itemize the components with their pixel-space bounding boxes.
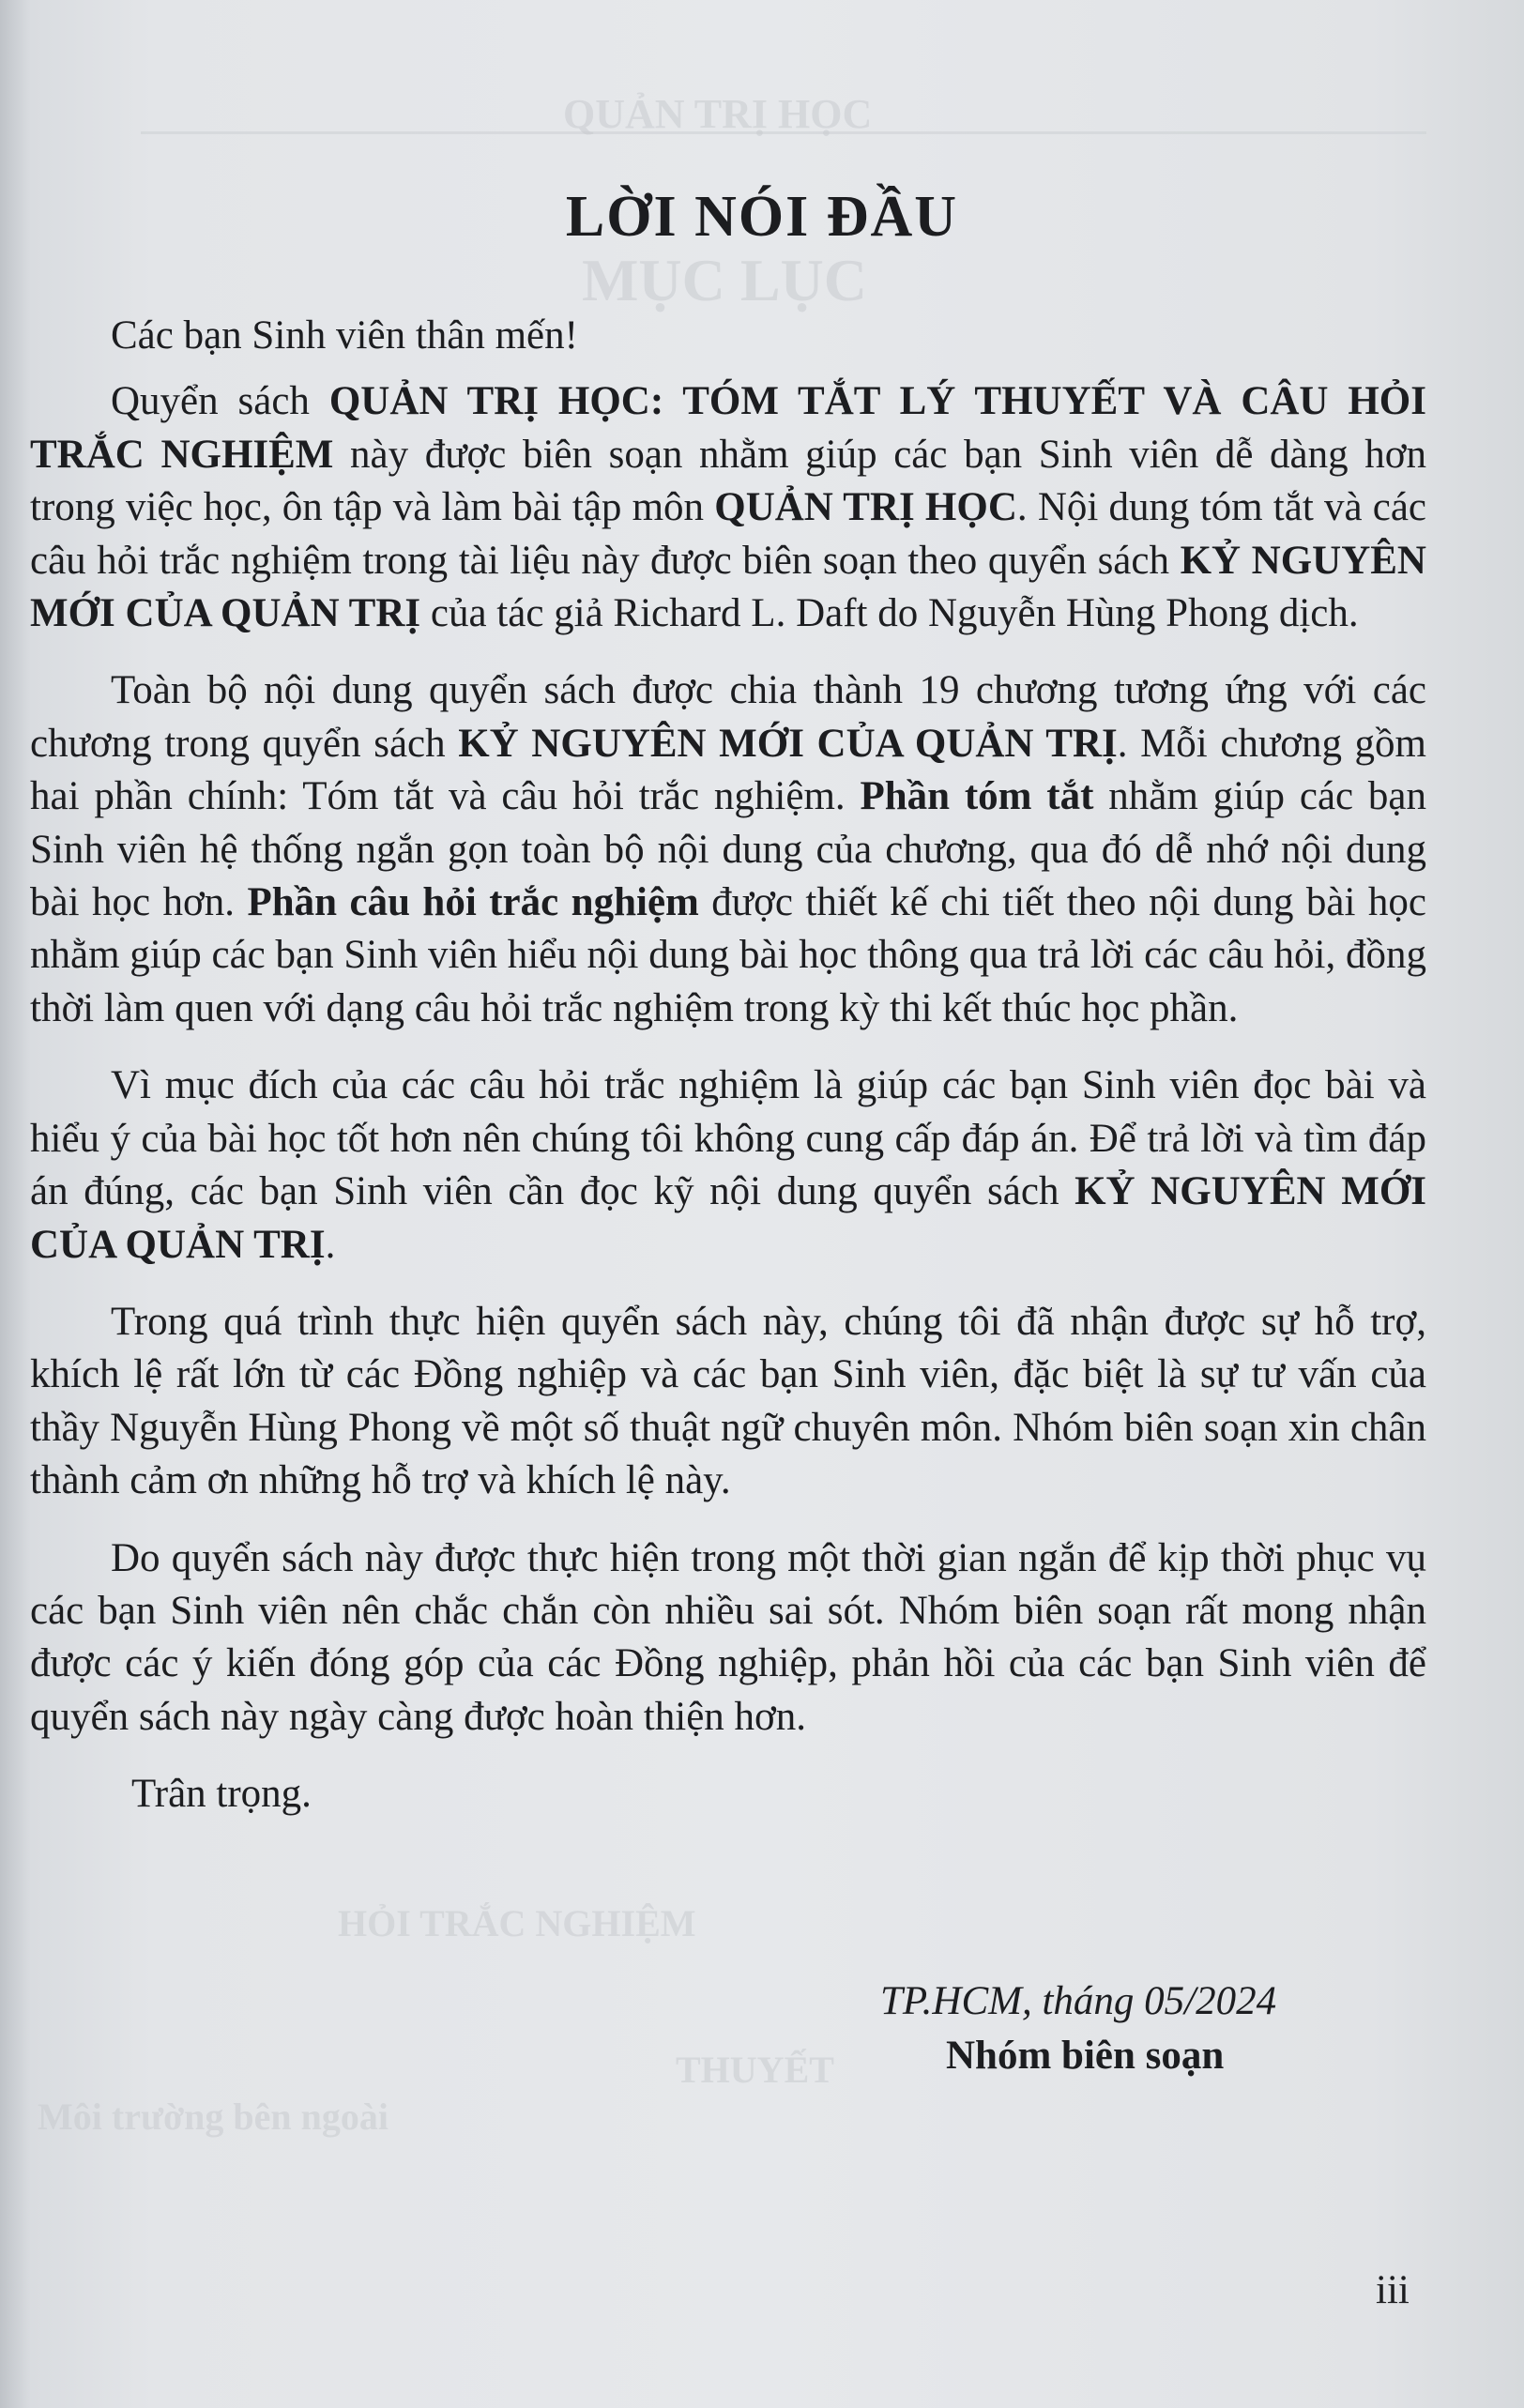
text-run: . Nội dung tóm tắt và các câu hỏi trắc nghiệm trong tài liệu này được biên soạn theo quyển sách bbox=[30, 485, 1427, 583]
paragraph bbox=[30, 1059, 1426, 1272]
text-run: Do quyển sách này được thực hiện trong một thời gian ngắn để kịp thời phục vụ các bạn Sinh viên nên chắc chắn còn nhiều sai sót. Nhóm biên soạn rất mong nhận được các ý kiến đóng góp của các Đồng nghiệp, phản hồi của các bạn Sinh viên để quyển sách này ngày càng được hoàn thiện hơn. bbox=[30, 1535, 1426, 1739]
place-date: TP.HCM, tháng 05/2024 bbox=[880, 1979, 1277, 2023]
show-through-line: Môi trường bên ngoài bbox=[38, 2096, 389, 2138]
text-run: của tác giả Richard L. Daft do Nguyễn Hùng Phong dịch. bbox=[420, 591, 1359, 636]
signature: Nhóm biên soạn bbox=[946, 2034, 1225, 2078]
bold-text-run: KỶ NGUYÊN MỚI CỦA QUẢN TRỊ bbox=[30, 1169, 1426, 1267]
bold-text-run: Phần câu hỏi trắc nghiệm bbox=[247, 880, 699, 925]
paragraph bbox=[30, 375, 1426, 640]
greeting: Các bạn Sinh viên thân mến! bbox=[111, 313, 578, 358]
paragraph bbox=[30, 1532, 1426, 1745]
closing: Trân trọng. bbox=[131, 1772, 312, 1817]
text-run: này được biên soạn nhằm giúp các bạn Sinh viên dễ dàng hơn trong việc học, ôn tập và làm bài tập môn bbox=[30, 432, 1426, 530]
show-through-line: HỎI TRẮC NGHIỆM bbox=[338, 1902, 696, 1944]
text-run: Quyển sách bbox=[111, 379, 329, 424]
text-run: . bbox=[325, 1222, 336, 1267]
bold-text-run: KỶ NGUYÊN MỚI CỦA QUẢN TRỊ bbox=[458, 721, 1118, 766]
bold-text-run: QUẢN TRỊ HỌC: TÓM TẮT LÝ THUYẾT VÀ CÂU HỎI TRẮC NGHIỆM bbox=[30, 379, 1426, 477]
paragraph bbox=[30, 1296, 1426, 1508]
text-run: Trong quá trình thực hiện quyển sách này, chúng tôi đã nhận được sự hỗ trợ, khích lệ rất lớn từ các Đồng nghiệp và các bạn Sinh viên, đặc biệt là sự tư vấn của thầy Nguyễn Hùng Phong về một số thuật ngữ chuyên môn. Nhóm biên soạn xin chân thành cảm ơn những hỗ trợ và khích lệ này. bbox=[30, 1299, 1426, 1503]
text-run: Toàn bộ nội dung quyển sách được chia thành 19 chương tương ứng với các chương trong quyển sách bbox=[30, 668, 1426, 766]
text-run: Vì mục đích của các câu hỏi trắc nghiệm là giúp các bạn Sinh viên đọc bài và hiểu ý của bài học tốt hơn nên chúng tôi không cung cấp đáp án. Để trả lời và tìm đáp án đúng, các bạn Sinh viên cần đọc kỹ nội dung quyển sách bbox=[30, 1063, 1426, 1214]
page-title: LỜI NÓI ĐẦU bbox=[565, 185, 959, 249]
text-run: được thiết kế chi tiết theo nội dung bài học nhằm giúp các bạn Sinh viên hiểu nội dung bài học thông qua trả lời các câu hỏi, đồng thời làm quen với dạng câu hỏi trắc nghiệm trong kỳ thi kết thúc học phần. bbox=[30, 880, 1426, 1030]
bold-text-run: QUẢN TRỊ HỌC bbox=[714, 485, 1017, 530]
show-through-title: MỤC LỤC bbox=[582, 247, 867, 313]
paragraph bbox=[30, 664, 1426, 1035]
bold-text-run: Phần tóm tắt bbox=[860, 774, 1094, 819]
show-through-line: THUYẾT bbox=[676, 2049, 834, 2091]
text-run: . Mỗi chương gồm hai phần chính: Tóm tắt và câu hỏi trắc nghiệm. bbox=[30, 721, 1426, 819]
show-through-header: QUẢN TRỊ HỌC bbox=[563, 91, 873, 137]
page-number: iii bbox=[1376, 2268, 1410, 2312]
bold-text-run: KỶ NGUYÊN MỚI CỦA QUẢN TRỊ bbox=[30, 538, 1426, 636]
preface-body bbox=[30, 310, 1426, 1846]
text-run: nhằm giúp các bạn Sinh viên hệ thống ngắn gọn toàn bộ nội dung của chương, qua đó dễ nhớ nội dung bài học hơn. bbox=[30, 774, 1427, 925]
